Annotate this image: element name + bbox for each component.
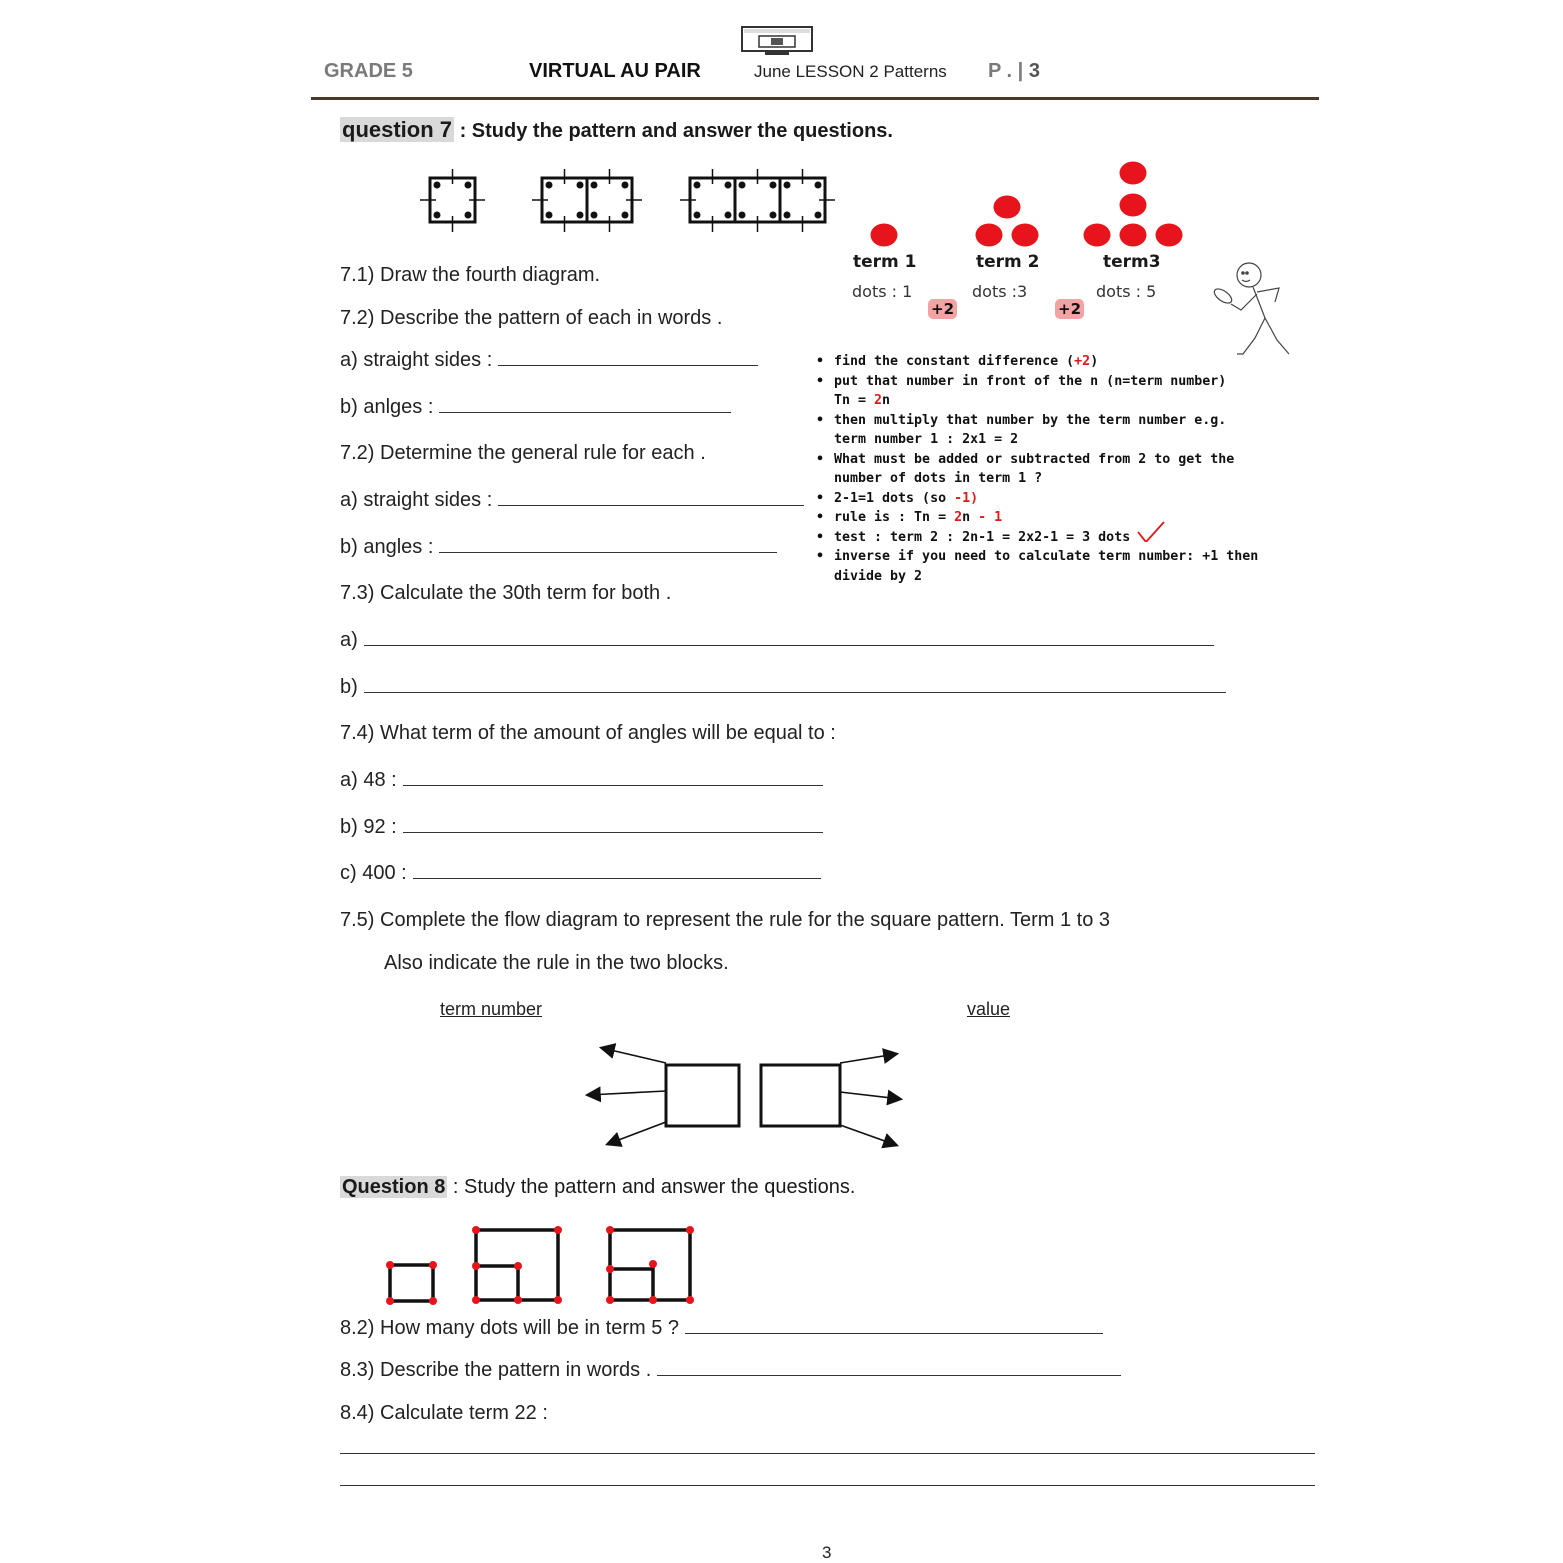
- difference-badge-2: +2: [1055, 299, 1084, 319]
- q8-vertex-dot: [606, 1265, 614, 1273]
- tip-item-continued: divide by 2: [834, 568, 923, 584]
- tip-item: • then multiply that number by the term number e.g.: [814, 411, 1314, 431]
- q7-2b-label: b) anlges :: [340, 396, 434, 418]
- output-arrow-1: [840, 1054, 896, 1063]
- square-pattern-diagram: [420, 165, 840, 245]
- corner-dot: [591, 212, 598, 219]
- q7-3a-label: a): [340, 629, 358, 651]
- q7-2b-answer-line[interactable]: [439, 411, 731, 413]
- corner-dot: [770, 212, 777, 219]
- q8-vertex-dot: [429, 1297, 437, 1305]
- term-1-label: term 1: [853, 252, 917, 272]
- corner-dot: [577, 182, 584, 189]
- q8-vertex-dot: [649, 1296, 657, 1304]
- corner-dot: [622, 182, 629, 189]
- q7-2d-row: [340, 489, 804, 512]
- flow-value-label: value: [967, 999, 1011, 1019]
- corner-dot: [784, 182, 791, 189]
- corner-dot: [815, 182, 822, 189]
- q8-2-label: 8.2) How many dots will be in term 5 ?: [340, 1317, 680, 1339]
- stick-figure-magnifier-icon: [1205, 258, 1300, 363]
- q7-2-text: 7.2) Describe the pattern of each in words .: [340, 307, 723, 329]
- q7-2c-text: 7.2) Determine the general rule for each .: [340, 442, 706, 464]
- square-pattern-term-1: [420, 169, 485, 232]
- flow-output-box[interactable]: [761, 1065, 840, 1126]
- term-2-label: term 2: [976, 252, 1040, 272]
- term-3-dot: [1120, 224, 1147, 247]
- term-3-dot: [1084, 224, 1111, 247]
- q7-4b-answer-line[interactable]: [403, 831, 823, 833]
- term-2-dot: [1012, 224, 1039, 247]
- corner-dot: [725, 212, 732, 219]
- tip-item: • inverse if you need to calculate term number: +1 then: [814, 547, 1314, 567]
- q8-4-answer-line-1[interactable]: [340, 1453, 1315, 1454]
- rule-method-tips: [814, 352, 1314, 586]
- q8-3-label: 8.3) Describe the pattern in words .: [340, 1359, 652, 1381]
- q7-3a-answer-line[interactable]: [364, 644, 1214, 646]
- tip-item-continued: Tn = 2n: [834, 393, 891, 408]
- q8-vertex-dot: [686, 1226, 694, 1234]
- tip-item: • What must be added or subtracted from 2 to get the: [814, 450, 1314, 470]
- q7-4a-answer-line[interactable]: [403, 784, 823, 786]
- q7-4c-label: c) 400 :: [340, 862, 407, 884]
- term-1-dots: dots : 1: [852, 282, 913, 301]
- question-8-title: [340, 1176, 855, 1199]
- question-7-instruction: : Study the pattern and answer the questions.: [454, 120, 893, 142]
- q8-vertex-dot: [472, 1226, 480, 1234]
- corner-dot: [465, 212, 472, 219]
- q7-4c-answer-line[interactable]: [413, 877, 821, 879]
- question-8-instruction: : Study the pattern and answer the questions.: [447, 1176, 856, 1198]
- q8-4-answer-line-2[interactable]: [340, 1485, 1315, 1486]
- q7-1-text: 7.1) Draw the fourth diagram.: [340, 264, 601, 286]
- term-3-dot: [1120, 194, 1147, 217]
- q8-3-answer-line[interactable]: [657, 1374, 1121, 1376]
- square-pattern-term-2: [532, 169, 642, 232]
- q8-vertex-dot: [514, 1296, 522, 1304]
- corner-dot: [622, 212, 629, 219]
- tip-item: • 2-1=1 dots (so -1): [814, 489, 1314, 509]
- tip-item: • test : term 2 : 2n-1 = 2x2-1 = 3 dots: [814, 528, 1314, 548]
- output-arrow-2: [840, 1092, 900, 1099]
- q8-vertex-dot: [386, 1261, 394, 1269]
- corner-dot: [591, 182, 598, 189]
- corner-dot: [725, 182, 732, 189]
- tip-item-continued: term number 1 : 2x1 = 2: [834, 432, 1019, 447]
- difference-badge-1: +2: [928, 299, 957, 319]
- corner-dot: [434, 212, 441, 219]
- flow-diagram: [570, 1030, 920, 1160]
- question-8-tag: Question 8: [342, 1176, 446, 1198]
- q7-4a-row: [340, 769, 823, 792]
- corner-dot: [784, 212, 791, 219]
- corner-dot: [694, 212, 701, 219]
- q8-term-1-square: [390, 1265, 433, 1301]
- q8-vertex-dot: [686, 1296, 694, 1304]
- q7-3-text: 7.3) Calculate the 30th term for both .: [340, 582, 672, 604]
- term-3-dot: [1156, 224, 1183, 247]
- q8-vertex-dot: [514, 1262, 522, 1270]
- term-2-dot: [994, 196, 1021, 219]
- q7-2b-row: [340, 396, 731, 419]
- q7-3b-label: b): [340, 676, 358, 698]
- q7-4c-row: [340, 862, 821, 885]
- corner-dot: [739, 182, 746, 189]
- q8-vertex-dot: [606, 1226, 614, 1234]
- q7-4-text: 7.4) What term of the amount of angles will be equal to :: [340, 722, 836, 744]
- tip-item: • put that number in front of the n (n=term number): [814, 372, 1314, 392]
- corner-dot: [546, 182, 553, 189]
- tip-item: • rule is : Tn = 2n - 1: [814, 508, 1314, 528]
- q8-vertex-dot: [386, 1297, 394, 1305]
- q8-4-text: 8.4) Calculate term 22 :: [340, 1402, 548, 1424]
- output-arrow-3: [840, 1125, 896, 1145]
- q8-vertex-dot: [554, 1296, 562, 1304]
- q7-2d-label: a) straight sides :: [340, 489, 493, 511]
- input-arrow-3: [608, 1122, 666, 1144]
- corner-dot: [815, 212, 822, 219]
- term-3-dot: [1120, 162, 1147, 185]
- q7-2e-label: b) angles :: [340, 536, 434, 558]
- question-7-title: [340, 117, 893, 143]
- flow-term-number-label: term number: [440, 999, 543, 1019]
- term-2-dot: [976, 224, 1003, 247]
- q7-4b-row: [340, 816, 823, 839]
- lesson-title: June LESSON 2 Patterns: [754, 62, 947, 81]
- q7-2a-answer-line[interactable]: [498, 364, 758, 366]
- q7-3b-answer-line[interactable]: [364, 691, 1226, 693]
- q7-2d-answer-line[interactable]: [498, 504, 804, 506]
- q8-vertex-dot: [472, 1296, 480, 1304]
- q8-vertex-dot: [429, 1261, 437, 1269]
- q8-2-answer-line[interactable]: [685, 1332, 1103, 1334]
- corner-dot: [465, 182, 472, 189]
- q7-3a-row: [340, 629, 1214, 652]
- input-arrow-1: [602, 1048, 666, 1063]
- q7-4a-label: a) 48 :: [340, 769, 397, 791]
- q8-vertex-dot: [554, 1226, 562, 1234]
- tip-item-continued: number of dots in term 1 ?: [834, 471, 1043, 486]
- footer-page-number: 3: [822, 1543, 832, 1562]
- flow-input-box[interactable]: [666, 1065, 739, 1126]
- q7-5-text: 7.5) Complete the flow diagram to represent the rule for the square pattern. Term 1 to 3: [340, 909, 1111, 931]
- q7-2e-row: [340, 536, 777, 559]
- q8-2-row: [340, 1317, 1103, 1340]
- square-dot-pattern-diagram: [380, 1220, 710, 1315]
- virtual-au-pair-logo: [741, 26, 813, 56]
- q7-2e-answer-line[interactable]: [439, 551, 777, 553]
- term-3-dots: dots : 5: [1096, 282, 1157, 301]
- question-7-tag: question 7: [342, 117, 453, 142]
- page-prefix: P . |: [988, 60, 1024, 82]
- q7-2a-row: [340, 349, 758, 372]
- term-3-label: term3: [1103, 252, 1161, 272]
- q7-5b-text: Also indicate the rule in the two blocks.: [384, 952, 729, 974]
- header-page-number: [988, 60, 1040, 83]
- q8-vertex-dot: [649, 1260, 657, 1268]
- input-arrow-2: [588, 1091, 666, 1095]
- q8-vertex-dot: [472, 1262, 480, 1270]
- corner-dot: [546, 212, 553, 219]
- corner-dot: [577, 212, 584, 219]
- q7-4b-label: b) 92 :: [340, 816, 397, 838]
- q8-vertex-dot: [606, 1296, 614, 1304]
- q8-3-row: [340, 1359, 1121, 1382]
- corner-dot: [694, 182, 701, 189]
- q7-2a-label: a) straight sides :: [340, 349, 493, 371]
- square-pattern-term-3: [680, 169, 835, 232]
- page-number: 3: [1028, 60, 1040, 82]
- dot-pattern-example: [840, 150, 1210, 250]
- grade-label: GRADE 5: [324, 60, 413, 82]
- header-divider: [311, 97, 1319, 100]
- brand-name: VIRTUAL AU PAIR: [529, 60, 701, 82]
- q7-3b-row: [340, 676, 1226, 699]
- corner-dot: [434, 182, 441, 189]
- checkmark-icon: [1136, 520, 1166, 542]
- term-1-dot: [871, 224, 898, 247]
- tip-item: • find the constant difference (+2): [814, 352, 1314, 372]
- corner-dot: [770, 182, 777, 189]
- term-2-dots: dots :3: [972, 282, 1028, 301]
- corner-dot: [739, 212, 746, 219]
